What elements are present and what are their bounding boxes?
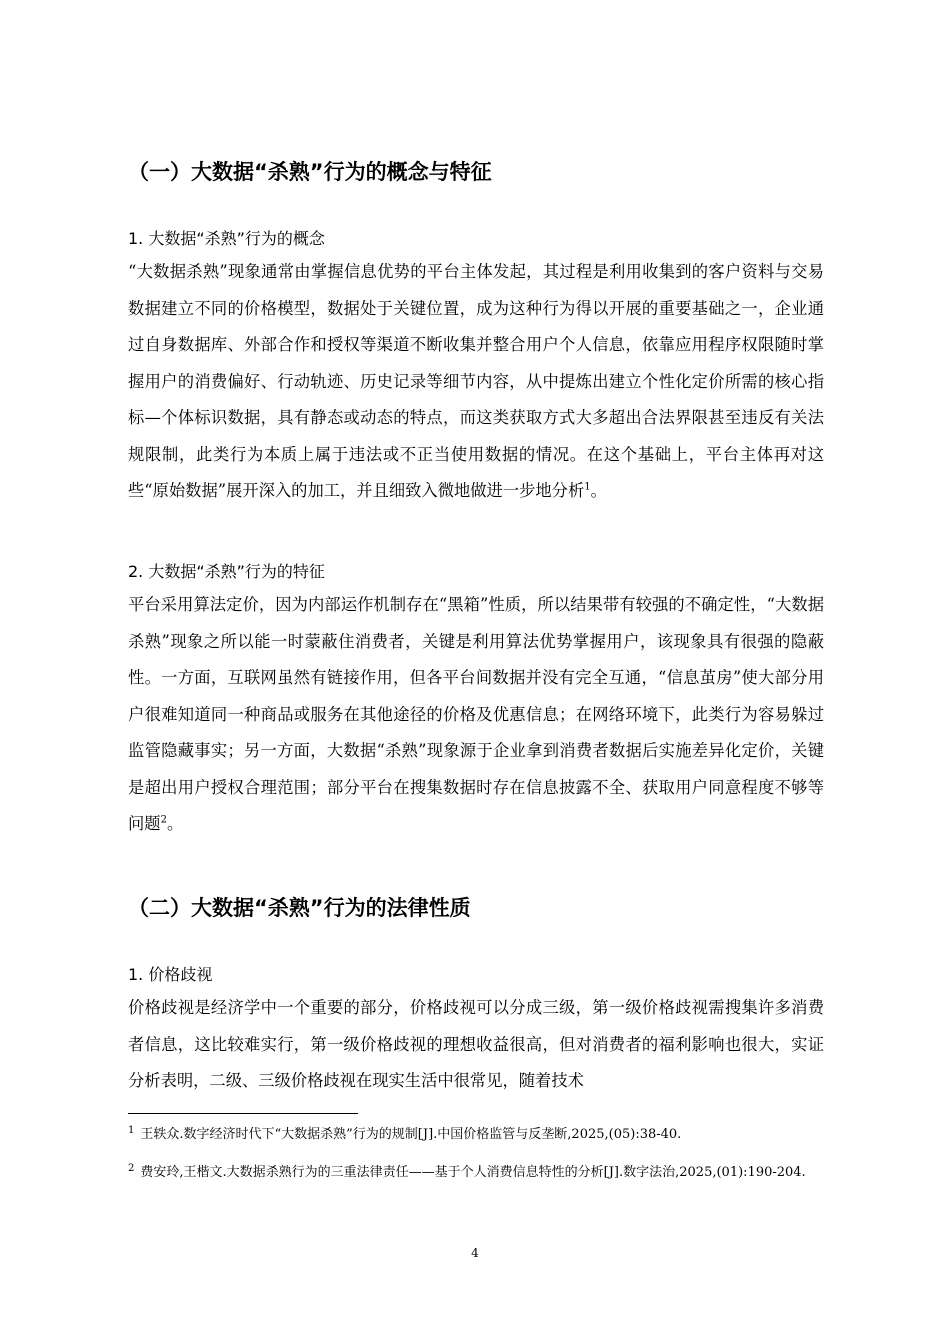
footnote-mark: 1	[128, 1124, 135, 1136]
page-number: 4	[471, 1246, 479, 1260]
paragraph-features	[128, 587, 824, 843]
paragraph-text: 平台采用算法定价，因为内部运作机制存在“黑箱”性质，所以结果带有较强的不确定性，“大数据杀熟”现象之所以能一时蒙蔽住消费者，关键是利用算法优势掌握用户，该现象具有很强的隐蔽性。一方面，互联网虽然有链接作用，但各平台间数据并没有完全互通，“信息茧房”使大部分用户很难知道同一种商品或服务在其他途径的价格及优惠信息；在网络环境下，此类行为容易躲过监管隐藏事实；另一方面，大数据“杀熟”现象源于企业拿到消费者数据后实施差异化定价，关键是超出用户授权合理范围；部分平台在搜集数据时存在信息披露不全、获取用户同意程度不够等问题	[128, 595, 824, 833]
paragraph-concept	[128, 254, 824, 510]
paragraph-end: 。	[166, 814, 184, 833]
section-heading-1: （一）大数据“杀熟”行为的概念与特征	[128, 160, 492, 184]
paragraph-text: 价格歧视是经济学中一个重要的部分，价格歧视可以分成三级，第一级价格歧视需搜集许多消费者信息，这比较难实行，第一级价格歧视的理想收益很高，但对消费者的福利影响也很大，实证分析表明，二级、三级价格歧视在现实生活中很常见，随着技术	[128, 998, 824, 1090]
footnote-text: 王轶众.数字经济时代下“大数据杀熟”行为的规制[J].中国价格监管与反垄断,2025,(05):38-40.	[140, 1127, 682, 1142]
section-heading-2: （二）大数据“杀熟”行为的法律性质	[128, 896, 471, 920]
footnote-2	[128, 1162, 824, 1183]
footnote-1	[128, 1124, 824, 1145]
footnote-mark: 2	[128, 1162, 135, 1174]
paragraph-end: 。	[590, 481, 607, 500]
subsection-heading-2-1: 1. 价格歧视	[128, 965, 213, 984]
paragraph-price-discrimination	[128, 990, 824, 1100]
footnote-separator	[128, 1113, 358, 1114]
subsection-heading-1-1: 1. 大数据“杀熟”行为的概念	[128, 229, 325, 248]
paragraph-text: “大数据杀熟”现象通常由掌握信息优势的平台主体发起，其过程是利用收集到的客户资料与交易数据建立不同的价格模型，数据处于关键位置，成为这种行为得以开展的重要基础之一，企业通过自身数据库、外部合作和授权等渠道不断收集并整合用户个人信息，依靠应用程序权限随时掌握用户的消费偏好、行动轨迹、历史记录等细节内容，从中提炼出建立个性化定价所需的核心指标—个体标识数据，具有静态或动态的特点，而这类获取方式大多超出合法界限甚至违反有关法规限制，此类行为本质上属于违法或不正当使用数据的情况。在这个基础上，平台主体再对这些“原始数据”展开深入的加工，并且细致入微地做进一步地分析	[128, 262, 824, 500]
footnote-ref-2[interactable]: 2	[160, 814, 167, 826]
footnote-text: 费安玲,王楷文.大数据杀熟行为的三重法律责任——基于个人消费信息特性的分析[J].数字法治,2025,(01):190-204.	[140, 1165, 806, 1180]
footnote-ref-1[interactable]: 1	[584, 481, 591, 493]
subsection-heading-1-2: 2. 大数据“杀熟”行为的特征	[128, 562, 325, 581]
